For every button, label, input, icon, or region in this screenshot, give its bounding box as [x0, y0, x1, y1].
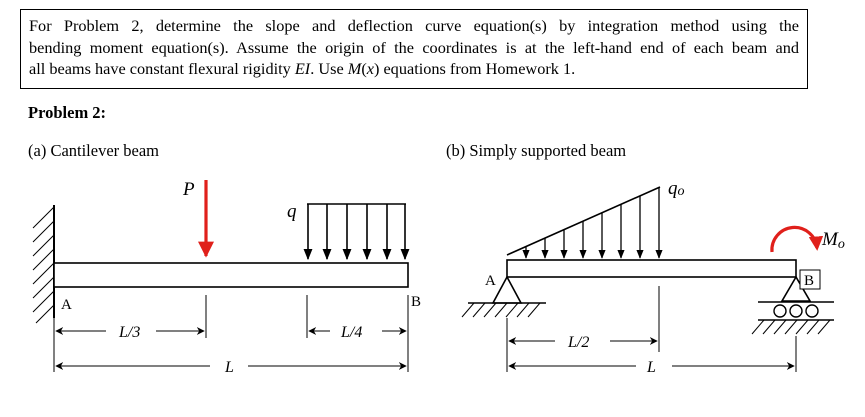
dimension-label-l-b: L: [647, 359, 656, 376]
point-load-label: P: [183, 179, 195, 200]
fixed-support-wall: [33, 205, 54, 323]
dimension-label-l: L: [225, 359, 234, 376]
instructions-line-3: all beams have constant flexural rigidity EI. Use M(x) equations from Homework 1.: [29, 59, 576, 78]
dimension-label-l-quarter: L/4: [341, 324, 363, 341]
cantilever-beam: [54, 263, 408, 287]
end-label-a: A: [61, 297, 72, 313]
caption-simply-supported: (b) Simply supported beam: [446, 141, 627, 160]
applied-moment-arrow: [772, 227, 817, 252]
distributed-load-label: q: [287, 201, 297, 222]
simply-supported-diagram: [462, 178, 845, 376]
triangular-distributed-load: [507, 187, 660, 258]
dimension-label-l-half: L/2: [568, 334, 590, 351]
simply-supported-beam: [507, 260, 796, 277]
support-label-a: A: [485, 273, 496, 289]
pin-support-a: [462, 277, 546, 317]
end-label-b: B: [411, 294, 422, 310]
triangular-load-label: qo: [668, 178, 685, 199]
caption-cantilever: (a) Cantilever beam: [28, 141, 160, 160]
instructions-line-2: bending moment equation(s). Assume the origin of the coordinates is at the left-hand end of each beam and: [29, 37, 799, 57]
instructions-line-1: For Problem 2, determine the slope and deflection curve equation(s) by integration method using the: [29, 16, 799, 35]
roller-support-b: [752, 277, 834, 334]
cantilever-diagram: [33, 179, 421, 376]
applied-moment-label: Mo: [822, 229, 845, 252]
uniform-distributed-load: [307, 204, 406, 259]
dimension-label-l-third: L/3: [119, 324, 141, 341]
support-label-b: B: [804, 273, 815, 289]
problem-heading: Problem 2:: [28, 103, 107, 122]
